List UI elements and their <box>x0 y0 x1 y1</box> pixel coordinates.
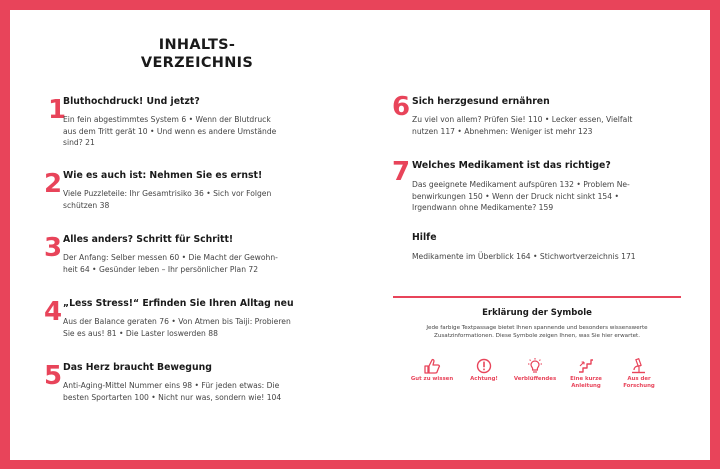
title-line-1: INHALTS- <box>158 37 236 53</box>
chapter-desc-line: Viele Puzzleteile: Ihr Gesamtrisiko 36 • Sich vor Folgen <box>63 189 272 198</box>
chapter-desc <box>63 380 281 403</box>
symbols-text <box>410 324 664 340</box>
chapter-desc <box>63 316 291 339</box>
symbols-divider <box>393 296 681 298</box>
chapter-number: 3 <box>44 233 63 263</box>
symbols-title: Erklärung der Symbole <box>482 308 592 318</box>
symbol-good-to-know <box>408 358 456 383</box>
chapter-desc-line: aus dem Tritt gerät 10 • Und wenn es andere Umstände <box>63 126 277 136</box>
chapter-desc-line: Anti-Aging-Mittel Nummer eins 98 • Für jeden etwas: Die <box>63 381 280 390</box>
chapter-desc-line: heit 64 • Gesünder leben – Ihr persönlicher Plan 72 <box>63 264 259 274</box>
symbol-attention <box>460 358 508 383</box>
symbol-label: Verblüffendes <box>513 376 557 382</box>
chapter-desc <box>63 252 278 275</box>
title-line-2: VERZEICHNIS <box>140 55 254 71</box>
help-desc-line: Medikamente im Überblick 164 • Stichwortverzeichnis 171 <box>412 252 636 261</box>
chapter-desc-line: Ein fein abgestimmtes System 6 • Wenn der Blutdruck <box>63 115 271 124</box>
chapter-number: 7 <box>392 157 411 187</box>
chapter-desc-line: Sie es aus! 81 • Die Laster loswerden 88 <box>63 328 218 338</box>
chapter-desc <box>63 188 271 211</box>
chapter-desc-line: Zu viel von allem? Prüfen Sie! 110 • Lecker essen, Vielfalt <box>412 115 633 124</box>
chapter-title[interactable]: Alles anders? Schritt für Schritt! <box>63 234 234 245</box>
chapter-number: 2 <box>44 169 63 199</box>
chapter-title[interactable]: Bluthochdruck! Und jetzt? <box>63 96 200 107</box>
chapter-title[interactable]: Sich herzgesund ernähren <box>412 96 550 107</box>
chapter-desc-line: benwirkungen 150 • Wenn der Druck nicht sinkt 154 • <box>412 191 619 201</box>
symbol-label: Achtung! <box>470 376 498 382</box>
chapter-title[interactable]: Welches Medikament ist das richtige? <box>412 160 611 171</box>
symbol-label: Anleitung <box>571 382 601 389</box>
symbol-research <box>615 358 663 389</box>
page <box>10 10 710 460</box>
symbol-label: Aus der <box>627 376 651 382</box>
chapter-desc-line: Der Anfang: Selber messen 60 • Die Macht der Gewohn- <box>63 253 278 262</box>
microscope-icon <box>630 358 648 374</box>
exclamation-icon <box>476 358 492 374</box>
chapter-desc-line: sind? 21 <box>63 138 95 148</box>
chapter-title[interactable]: Wie es auch ist: Nehmen Sie es ernst! <box>63 170 263 181</box>
chapter-desc-line: Irgendwann ohne Medikamente? 159 <box>412 203 554 213</box>
symbol-label: Eine kurze <box>570 376 602 382</box>
chapter-desc-line: nutzen 117 • Abnehmen: Weniger ist mehr 123 <box>412 126 593 136</box>
page-title <box>132 36 262 72</box>
chapter-desc-line: Aus der Balance geraten 76 • Von Atmen bis Taiji: Probieren <box>63 317 291 326</box>
chapter-desc-line: Das geeignete Medikament aufspüren 132 • Problem Ne- <box>412 180 630 189</box>
symbol-label: Forschung <box>623 382 655 389</box>
chapter-desc <box>412 114 632 137</box>
chapter-number: 4 <box>44 297 63 327</box>
chapter-desc-line: besten Sportarten 100 • Nicht nur was, sondern wie! 104 <box>63 392 282 402</box>
help-title[interactable]: Hilfe <box>412 232 437 243</box>
chapter-desc <box>412 179 630 214</box>
steps-icon <box>577 358 595 374</box>
symbol-surprising <box>511 358 559 383</box>
chapter-desc-line: schützen 38 <box>63 200 110 210</box>
help-desc <box>412 251 636 263</box>
symbol-label: Gut zu wissen <box>410 376 454 382</box>
symbols-text-line: Jede farbige Textpassage bietet Ihnen spannende und besonders wissenswerte <box>426 325 648 331</box>
chapter-number: 5 <box>44 361 63 391</box>
chapter-title[interactable]: Das Herz braucht Bewegung <box>63 362 212 373</box>
thumbs-up-icon <box>423 358 441 374</box>
chapter-number: 6 <box>392 92 411 122</box>
chapter-number: 1 <box>48 95 67 125</box>
symbols-text-line: Zusatzinformationen. Diese Symbole zeigen Ihnen, was Sie hier erwartet. <box>434 333 640 340</box>
chapter-title[interactable]: „Less Stress!“ Erfinden Sie Ihren Alltag neu <box>63 298 294 309</box>
chapter-desc <box>63 114 276 149</box>
lightbulb-icon <box>526 358 544 374</box>
symbol-instructions <box>562 358 610 389</box>
